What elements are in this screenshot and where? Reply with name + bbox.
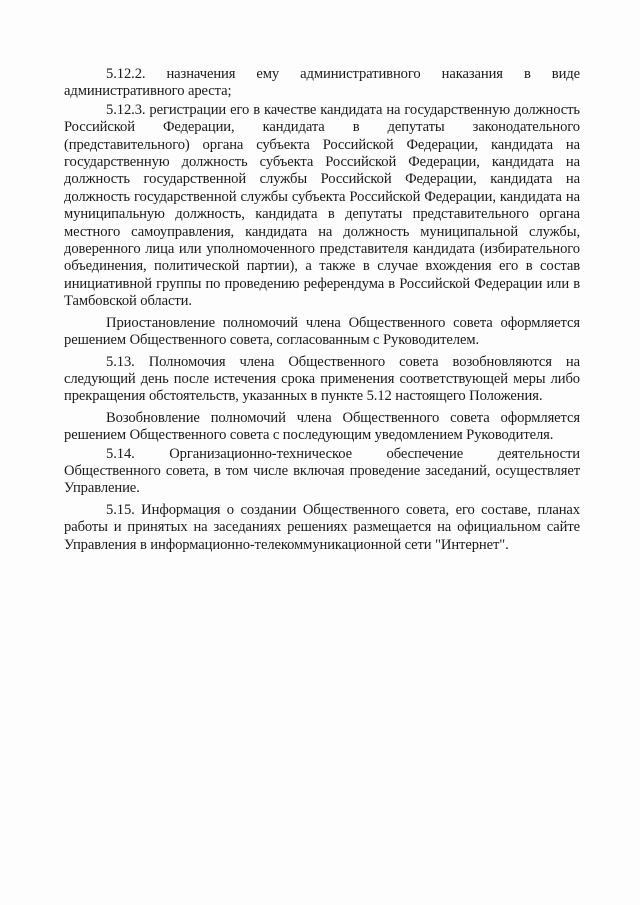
paragraph-5-14: 5.14. Организационно-техническое обеспечение деятельности Общественного совета, в том числе включая проведение заседаний, осуществляет Управление.	[64, 445, 580, 497]
paragraph-5-12-2: 5.12.2. назначения ему административного наказания в виде административного ареста;	[64, 66, 580, 100]
paragraph-resumption: Возобновление полномочий члена Общественного совета оформляется решением Общественного совета с последующим уведомлением Руководителя.	[64, 409, 580, 444]
paragraph-5-12-3: 5.12.3. регистрации его в качестве кандидата на государственную должность Российской Федерации, кандидата в депутаты законодательного (представительного) органа субъекта Российской Федерации, кандидата на государственную должность субъекта Российской Федерации, кандидата на должность государственной службы Российской Федерации, кандидата на должность государственной службы субъекта Российской Федерации, кандидата на муниципальную должность, кандидата в депутаты представительного органа местного самоуправления, кандидата на должность муниципальной службы, доверенного лица или уполномоченного представителя кандидата (избирательного объединения, политической партии), а также в случае вхождения его в состав инициативной группы по проведению референдума в Российской Федерации или в Тамбовской области.	[64, 101, 580, 310]
paragraph-suspension: Приостановление полномочий члена Общественного совета оформляется решением Общественного совета, согласованным с Руководителем.	[64, 314, 580, 349]
paragraph-5-13: 5.13. Полномочия члена Общественного совета возобновляются на следующий день после истечения срока применения соответствующей меры либо прекращения обстоятельств, указанных в пункте 5.12 настоящего Положения.	[64, 353, 580, 405]
paragraph-5-15: 5.15. Информация о создании Общественного совета, его составе, планах работы и принятых на заседаниях решениях размещается на официальном сайте Управления в информационно-телекоммуникационной сети "Интернет".	[64, 501, 580, 553]
document-body	[64, 66, 580, 555]
